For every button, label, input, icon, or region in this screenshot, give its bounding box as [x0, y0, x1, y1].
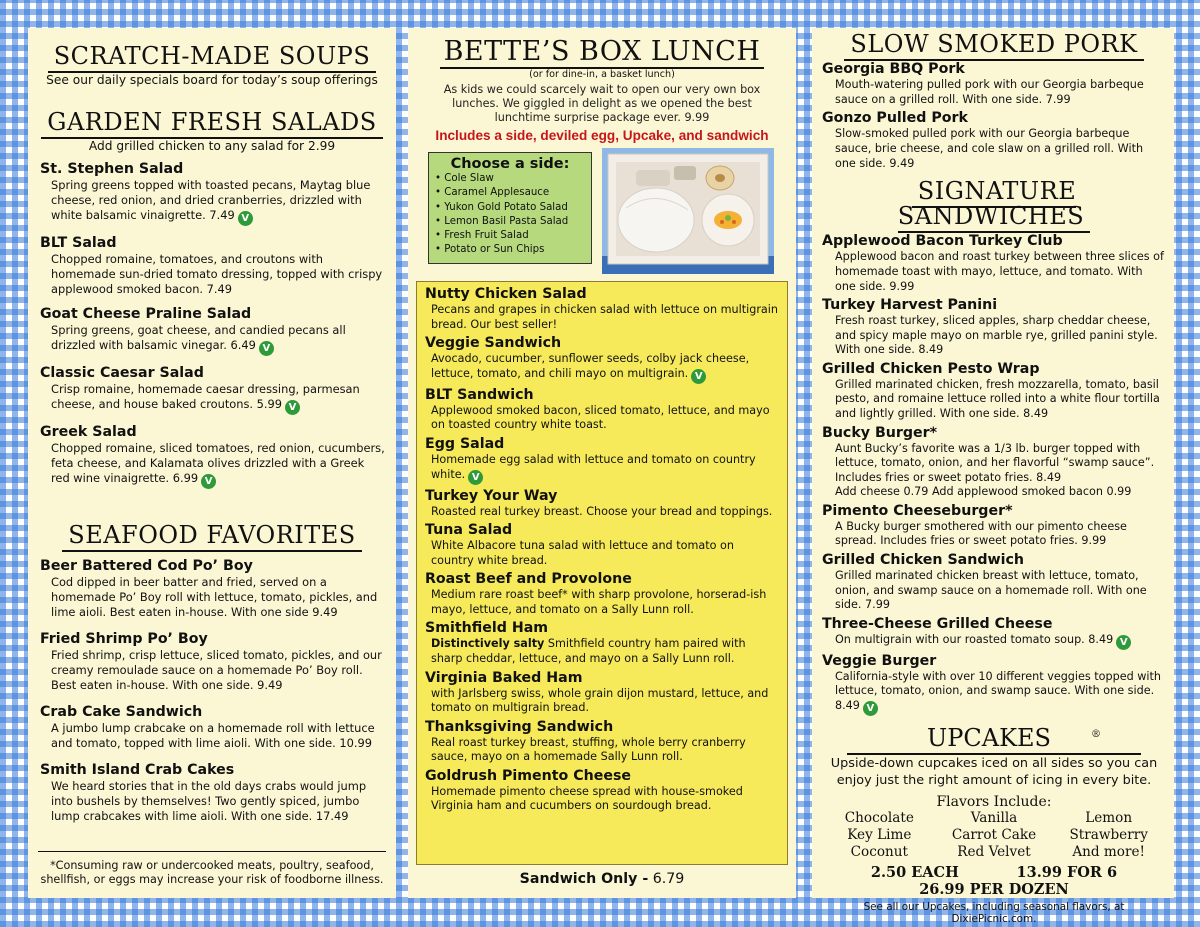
box-lunch-photo: [602, 148, 774, 274]
vegetarian-icon: V: [1116, 635, 1131, 650]
flavor: Lemon: [1085, 809, 1133, 826]
menu-item: [822, 503, 1166, 549]
menu-item: [822, 616, 1166, 650]
flavors-heading: Flavors Include:: [936, 793, 1052, 810]
price-each: 2.50 EACH: [870, 863, 959, 881]
item-name: Gonzo Pulled Pork: [822, 110, 968, 127]
item-desc: A Bucky burger smothered with our pimento cheese spread. Includes fries or sweet potato fries. 9.99: [835, 519, 1127, 548]
foodborne-illness-notice: *Consuming raw or undercooked meats, poultry, seafood, shellfish, or eggs may increase your risk of foodborne illness.: [38, 851, 386, 888]
item-name: Egg Salad: [425, 435, 505, 452]
choose-side-box: [428, 152, 592, 264]
price-six: 13.99 FOR 6: [1016, 863, 1118, 881]
item-desc: Mouth-watering pulled pork with our Georgia barbeque sauce on a grilled roll. With one side. 7.99: [835, 78, 1144, 106]
item-name: Pimento Cheeseburger*: [822, 502, 1013, 519]
item-name: Goldrush Pimento Cheese: [425, 767, 632, 784]
item-name: Goat Cheese Praline Salad: [40, 306, 252, 323]
item-name: Thanksgiving Sandwich: [425, 718, 614, 735]
upcakes-prices: [822, 864, 1166, 899]
menu-item: [822, 425, 1166, 500]
item-name: Georgia BBQ Pork: [822, 61, 965, 78]
item-name: Smithfield Ham: [425, 620, 549, 637]
item-desc: Distinctively salty Smithfield country ham paired with sharp cheddar, lettuce, and mayo on a Sally Lunn roll.: [431, 637, 746, 665]
flavors-grid: [822, 810, 1166, 861]
upcakes-title: UPCAKES ®: [822, 724, 1166, 752]
item-desc: A jumbo lump crabcake on a homemade roll with lettuce and tomato, topped with lime aioli. With one side. 10.99: [51, 721, 375, 751]
menu-item: [425, 387, 779, 433]
menu-item: [425, 436, 779, 485]
salads-title: GARDEN FRESH SALADS: [38, 110, 386, 135]
item-name: Greek Salad: [40, 424, 137, 441]
side-option: • Lemon Basil Pasta Salad: [435, 215, 569, 227]
item-desc: Avocado, cucumber, sunflower seeds, colby jack cheese, lettuce, tomato, and chili mayo on multigrain. V: [431, 352, 750, 382]
signature-title: SIGNATURE SANDWICHES: [822, 179, 1166, 229]
menu-item: [38, 631, 386, 693]
side-option: • Potato or Sun Chips: [435, 244, 545, 256]
box-lunch-photo-graphic: [602, 148, 774, 274]
pork-title: SLOW SMOKED PORK: [822, 32, 1166, 57]
item-desc: Grilled marinated chicken breast with lettuce, tomato, onion, and swamp sauce on a homemade roll. With one side. 7.99: [835, 569, 1147, 612]
menu-item: [822, 233, 1166, 294]
side-option: • Cole Slaw: [435, 173, 494, 184]
soups-note: See our daily specials board for today’s soup offerings: [46, 73, 378, 88]
flavor: And more!: [1072, 843, 1145, 860]
item-desc: Roasted real turkey breast. Choose your bread and toppings.: [431, 504, 773, 518]
menu-item: [425, 620, 779, 666]
item-desc: We heard stories that in the old days crabs would jump into bushels by themselves! Two gently spiced, jumbo lump crabcakes with lime aioli. With one side. 17.49: [51, 779, 367, 824]
item-desc: California-style with over 10 different veggies topped with lettuce, tomato, onion, and swamp sauce. With one side. 8.49 V: [835, 669, 1161, 714]
menu-item: [38, 235, 386, 297]
item-desc: Fresh roast turkey, sliced apples, sharp cheddar cheese, and spicy maple mayo on marble rye, grilled panini style. With one side. 8.49: [835, 314, 1158, 357]
menu-item: [822, 110, 1166, 171]
item-desc: On multigrain with our roasted tomato soup. 8.49 V: [822, 633, 1166, 650]
item-name: Fried Shrimp Po’ Boy: [40, 630, 208, 647]
vegetarian-icon: V: [691, 369, 706, 384]
flavor: Key Lime: [847, 826, 912, 843]
flavor: Coconut: [850, 843, 908, 860]
item-desc: Medium rare roast beef* with sharp provolone, horserad-ish mayo, lettuce, and tomato on a Sally Lunn roll.: [431, 588, 767, 616]
vegetarian-icon: V: [259, 341, 274, 356]
item-name: Crab Cake Sandwich: [40, 703, 203, 720]
menu-item: [38, 762, 386, 824]
item-desc: Fried shrimp, crisp lettuce, sliced tomato, pickles, and our creamy remoulade sauce on a homemade Po’ Boy roll. Best eaten in-house. With one side. 9.49: [51, 647, 382, 692]
menu-item: [425, 670, 779, 716]
item-name: BLT Sandwich: [425, 386, 534, 403]
sandwich-list-box: [416, 281, 788, 865]
item-desc: Chopped romaine, tomatoes, and croutons with homemade sun-dried tomato dressing, topped with crispy applewood smoked bacon. 7.49: [51, 252, 383, 297]
menu-item: [425, 522, 779, 568]
item-name: Beer Battered Cod Po’ Boy: [40, 557, 253, 574]
flavor: Carrot Cake: [951, 826, 1037, 843]
price-dozen: 26.99 PER DOZEN: [919, 881, 1069, 899]
item-name: Applewood Bacon Turkey Club: [822, 233, 1063, 250]
item-name: Bucky Burger*: [822, 424, 938, 441]
menu-item: [38, 558, 386, 620]
side-option: • Yukon Gold Potato Salad: [435, 201, 568, 213]
item-name: Classic Caesar Salad: [40, 365, 204, 382]
menu-item: [38, 704, 386, 751]
menu-item: [38, 365, 386, 415]
soups-title: SCRATCH-MADE SOUPS: [38, 44, 386, 69]
box-lunch-intro: As kids we could scarcely wait to open our very own box lunches. We giggled in delight as we opened the best lunchtime surprise package ever. 9.99: [443, 83, 761, 124]
left-column: [28, 28, 396, 898]
menu-item: [425, 488, 779, 520]
item-desc: Slow-smoked pulled pork with our Georgia barbeque sauce, brie cheese, and cole slaw on a grilled roll. With one side. 9.49: [835, 127, 1144, 170]
item-name: Virginia Baked Ham: [425, 669, 583, 686]
item-name: Grilled Chicken Sandwich: [822, 552, 1024, 569]
box-lunch-title: BETTE’S BOX LUNCH: [418, 36, 786, 67]
vegetarian-icon: V: [468, 470, 483, 485]
flavor: Red Velvet: [957, 843, 1031, 860]
item-desc: Spring greens, goat cheese, and candied pecans all drizzled with balsamic vinegar. 6.49 V: [51, 323, 346, 355]
flavor: Chocolate: [844, 809, 914, 826]
item-desc: with Jarlsberg swiss, whole grain dijon mustard, lettuce, and tomato on multigrain bread.: [431, 686, 769, 715]
item-desc: Aunt Bucky’s favorite was a 1/3 lb. burger topped with lettuce, tomato, onion, and her flavorful “swamp sauce”. Includes fries or sweet potato fries. 8.49: [835, 441, 1155, 484]
menu-item: [822, 61, 1166, 107]
menu-item: [425, 768, 779, 814]
box-lunch-includes: Includes a side, deviled egg, Upcake, and sandwich: [435, 128, 769, 143]
menu-item: [822, 361, 1166, 422]
vegetarian-icon: V: [238, 211, 253, 226]
item-name: Tuna Salad: [425, 522, 513, 539]
item-name: Turkey Harvest Panini: [822, 297, 998, 314]
choose-side-heading: Choose a side:: [450, 156, 570, 172]
menu-item: [822, 297, 1166, 358]
item-desc: Homemade egg salad with lettuce and tomato on country white. V: [431, 452, 756, 483]
center-column: [408, 28, 796, 898]
vegetarian-icon: V: [863, 701, 878, 716]
item-desc: Spring greens topped with toasted pecans, Maytag blue cheese, red onion, and dried cranberries, drizzled with white balsamic vinaigrette. 7.49 V: [51, 177, 371, 224]
menu-item: [425, 719, 779, 765]
item-name: Turkey Your Way: [425, 487, 558, 504]
menu-item: [38, 306, 386, 356]
item-name: Grilled Chicken Pesto Wrap: [822, 360, 1040, 377]
item-name: Veggie Burger: [822, 652, 937, 669]
menu-item: [38, 161, 386, 226]
item-desc: Applewood smoked bacon, sliced tomato, lettuce, and mayo on toasted country white toast.: [431, 403, 770, 432]
item-name: Veggie Sandwich: [425, 335, 562, 352]
item-name: Three-Cheese Grilled Cheese: [822, 615, 1053, 632]
flavor: Vanilla: [970, 809, 1018, 826]
salads-note: Add grilled chicken to any salad for 2.99: [88, 138, 336, 153]
item-desc: Pecans and grapes in chicken salad with lettuce on multigrain bread. Our best seller!: [431, 303, 778, 331]
side-option: • Caramel Applesauce: [435, 187, 550, 199]
box-lunch-subtitle: (or for dine-in, a basket lunch): [529, 69, 675, 80]
item-desc: Homemade pimento cheese spread with house-smoked Virginia ham and cucumbers on sourdough bread.: [431, 784, 743, 813]
item-desc: Crisp romaine, homemade caesar dressing, parmesan cheese, and house baked croutons. 5.99 V: [51, 382, 360, 414]
menu-item: [425, 571, 779, 617]
item-desc: Real roast turkey breast, stuffing, whole berry cranberry sauce, mayo on a homemade Sally Lunn roll.: [431, 735, 746, 764]
item-name: Nutty Chicken Salad: [425, 286, 587, 302]
item-name: St. Stephen Salad: [40, 160, 184, 177]
item-name: Smith Island Crab Cakes: [40, 762, 235, 779]
item-desc: Applewood bacon and roast turkey between three slices of homemade toast with mayo, lettuce, and tomato. With one side. 9.99: [835, 250, 1164, 293]
flavor: Strawberry: [1069, 826, 1148, 843]
right-column: [812, 28, 1174, 926]
item-addons: Add cheese 0.79 Add applewood smoked bacon 0.99: [835, 485, 1132, 499]
side-option: • Fresh Fruit Salad: [435, 230, 529, 242]
seafood-title: SEAFOOD FAVORITES: [38, 523, 386, 548]
sandwich-only-price: Sandwich Only - 6.79: [519, 871, 685, 887]
upcakes-description: Upside-down cupcakes iced on all sides so you can enjoy just the right amount of icing in every bite.: [830, 755, 1158, 788]
vegetarian-icon: V: [201, 474, 216, 489]
menu-item: [822, 552, 1166, 613]
item-desc: Grilled marinated chicken, fresh mozzarella, tomato, basil pesto, and romaine lettuce rolled into a white flour tortilla and lightly grilled. With one side. 8.49: [835, 377, 1160, 421]
item-desc: White Albacore tuna salad with lettuce and tomato on country white bread.: [431, 539, 734, 567]
item-name: BLT Salad: [40, 235, 117, 251]
item-desc: Chopped romaine, sliced tomatoes, red onion, cucumbers, feta cheese, and Kalamata olives drizzled with a Greek red wine vinaigrette. 6.99 V: [51, 441, 385, 488]
upcakes-footer: See all our Upcakes, including seasonal flavors, at DixiePicnic.com.: [863, 901, 1125, 926]
menu-item: [425, 286, 779, 332]
vegetarian-icon: V: [285, 400, 300, 415]
item-desc: Cod dipped in beer batter and fried, served on a homemade Po’ Boy roll with lettuce, tomato, pickles, and lime aioli. Best eaten in-house. With one side 9.49: [51, 574, 378, 619]
menu-item: [425, 335, 779, 384]
menu-item: [38, 424, 386, 489]
menu-item: [822, 653, 1166, 716]
item-name: Roast Beef and Provolone: [425, 571, 632, 588]
